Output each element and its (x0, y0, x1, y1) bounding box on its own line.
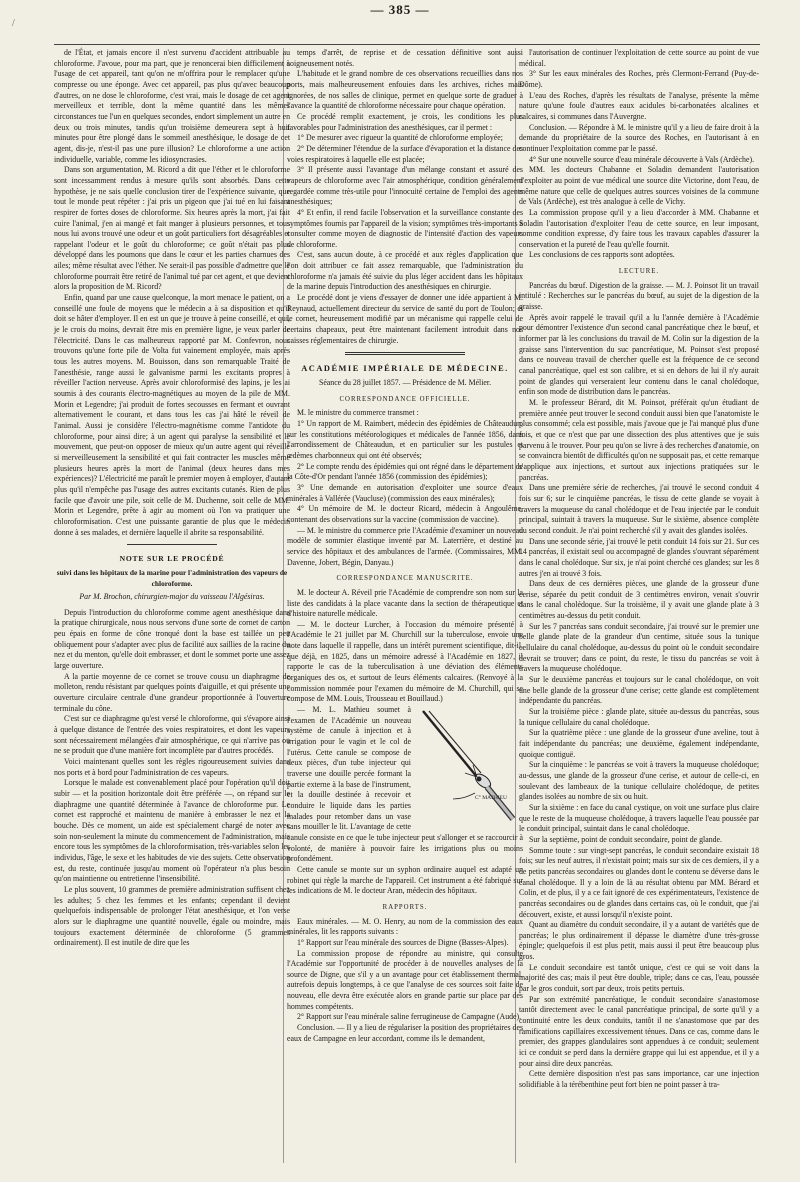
lecture-paragraphs (519, 281, 759, 1091)
paragraph: L'eau des Roches, d'après les résultats de l'analyse, présente la même nature qu'une foule d'autres eaux acidules bi-carbonatées alcalines et calcaires, si communes dans l'Auvergne. (519, 90, 759, 121)
note-heading: NOTE SUR LE PROCÉDÉ (119, 554, 225, 564)
paragraph: Les conclusions de ces rapports sont adoptées. (529, 250, 675, 260)
paragraph: La commission propose de répondre au ministre, qui consulte l'Académie sur l'opportunité de procéder à de nouvelles analyses de la source de Digne, que s'il y a un avantage pour cet établissement thermal, autrefois depuis longtemps, à ce que l'analyse de ces sources soit faite de nouveau, elle devra être exécutée alors en grande partie sur place par des hommes compétents. (287, 948, 523, 1011)
margin-mark: / (12, 18, 15, 29)
paragraph: A la partie moyenne de ce cornet se trouve cousu un diaphragme de molleton, rendu résistant par quelques points d'aiguille, et qui présente une ouverture circulaire centrale d'une grandeur proportionnée à l'ouverture terminale du cône. (54, 671, 290, 713)
manuscript-correspondence-heading: CORRESPONDANCE MANUSCRITE. (336, 575, 474, 583)
lecture-heading: LECTURE. (618, 268, 660, 276)
paragraph: Sur la quatrième pièce : une glande de la grosseur d'une aveline, tout à fait indépendante du pancréas; une deuxième, également indépendante, quoique contiguë. (519, 728, 759, 759)
paragraph: Depuis l'introduction du chloroforme comme agent anesthésique dans la pratique chirurgicale, nous nous servons d'une sorte de cornet de carton peu épais en forme de cône tronqué dont la base est taillée un peu obliquement pour s'adapter avec plus de facilité aux saillies de la racine du nez et du menton, qu'elle doit embrasser, et dont le sommet porte une assez large ouverture. (54, 607, 290, 671)
paragraph: Conclusion. — Il y a lieu de régulariser la position des propriétaires des eaux de Campagne en leur accordant, comme ils le demandent, (287, 1023, 523, 1043)
paragraph: 2° Le compte rendu des épidémies qui ont régné dans le département de la Côte-d'Or pendant l'année 1856 (commission des épidémies); (287, 461, 523, 482)
paragraph: — M. L. Mathieu soumet à l'examen de l'Académie un nouveau système de canule à injection et à irrigation pour le vagin et le col de l'utérus. Cette canule se compose de deux pièces, d'un tube injecteur qui traverse une douille percée formant la partie externe à la base de l'instrument, et la douille destinée à recevoir et conduire le liquide dans les parties malades pour retomber dans un vase sans mouiller le lit. L'avantage de cette canule consiste en ce que le tube injecteur peut s'allonger et se raccourcir à volonté, de manière à pouvoir faire les irrigations plus ou moins profondément. (287, 705, 523, 864)
paragraph: MM. les docteurs Chabanne et Soladin demandent l'autorisation d'exploiter au point de vue médical une source dite Victorine, dont l'eau, de même nature que celle de quelques autres sources voisines de la commune de Vals (Ardèche), est très analogue à celle de Vichy. (519, 165, 759, 207)
paragraph: Ce procédé remplit exactement, je crois, les conditions les plus favorables pour l'administration des anesthésiques, car il permet : (287, 111, 523, 132)
paragraph: 1° Rapport sur l'eau minérale des sources de Digne (Basses-Alpes). (297, 937, 509, 947)
paragraph: Sur les 7 pancréas sans conduit secondaire, j'ai trouvé sur le premier une belle glande plate de la grandeur d'un centime, située sous la tunique cellulaire du canal cholédoque, au-dessus du point où le conduit secondaire devrait se trouver; dans ce point, du reste, le tissu du pancréas se voit à travers la muqueuse cholédoque. (519, 621, 759, 674)
paragraph: Après avoir rappelé le travail qu'il a lu l'année dernière à l'Académie pour démontrer l'existence d'un second canal pancréatique chez le bœuf, et informer par là les conclusions du travail de M. Colin sur la digestion de la graisse sans l'intervention du suc pancréatique, M. Poinsot s'est proposé dans ce nouveau travail de chercher quelle est la fréquence de ce second canal pancréatique, quel est son calibre, et si en dehors de lui il n'y aurait point de glandes qui verseraient leur contenu dans le canal cholédoque, enfin son mode de distribution dans le pancréas. (519, 312, 759, 397)
paragraph: l'autorisation de continuer l'exploitation de cette source au point de vue médical. (519, 48, 759, 68)
paragraph: — M. le ministre du commerce prie l'Académie d'examiner un nouveau modèle de sommier élastique inventé par M. Laterrière, et destiné au service des hôpitaux et des ambulances de l'armée. (Commissaires, MM. Davenne, Jobert, Bégin, Danyau.) (287, 525, 523, 567)
paragraph: Sur le deuxième pancréas et toujours sur le canal cholédoque, on voit une belle glande de la grosseur d'une cerise; cette glande est complètement indépendante du pancréas. (519, 675, 759, 706)
official-paragraphs (287, 408, 523, 568)
column-1 (54, 48, 290, 949)
paragraph: L'habitude et le grand nombre de ces observations recueillies dans nos ports, mais malheureusement enfouies dans les archives, riches mais ignorées, de nos salles de clinique, permet en quelque sorte de graduer à l'avance la quantité de chloroforme nécessaire pour chaque opération. (287, 69, 523, 111)
note-paragraphs (54, 608, 290, 949)
paragraph: Sur la troisième pièce : glande plate, située au-dessus du pancréas, sous la tunique cellulaire du canal cholédoque. (519, 707, 759, 727)
paragraph: 4° Et enfin, il rend facile l'observation et la surveillance constante des symptômes fournis par l'appareil de la vision; symptômes très-importants à consulter comme moyen de diagnostic de l'intensité d'action des vapeurs de chloroforme. (287, 207, 523, 249)
paragraph: Le procédé dont je viens d'essayer de donner une idée appartient à M. Reynaud, actuellement directeur du service de santé du port de Toulon; et le cornet, heureusement modifié par un mécanisme qui rappelle celui de certains chapeaux, peut être maintenant facilement introduit dans nos caisses réglementaires de chirurgie. (287, 293, 523, 345)
paragraph: Enfin, quand par une cause quelconque, la mort menace le patient, on a conseillé une foule de moyens que le médecin a à sa disposition et qu'il doit se hâter d'employer. Il en est un que je trouve à peine conseillé, et qui, je le crois du moins, devrait être mis en première ligne, je veux parler de l'électricité. Dans le cas malheureux rapporté par M. Confevron, nous trouvons qu'une forte pile de Volta fut vainement employée, mais après tous les autres moyens. M. Bouisson, dans son remarquable Traité de l'anesthésie, range aussi le galvanisme parmi les excitants propres à réveiller l'action nerveuse. Après avoir chloroformisé des lapins, je les ai soumis à des courants électro-magnétiques au moyen de la pile de MM. Morin et Legendre; j'ai produit de fortes secousses en fermant et ouvrant alternativement le courant, et dans tous les cas j'ai hâté le réveil de l'animal. Aussi je considère l'électro-magnétisme comme l'antidote du chloroforme, pour ainsi dire; à un agent qui paralyse la sensibilité et le mouvement, que peut-on opposer de mieux qu'un autre agent qui réveille si merveilleusement la sensibilité et qui fait contracter les muscles même plusieurs heures après la mort de l'animal (deux heures dans mes expériences)? L'électricité me paraît le premier moyen à employer, d'autant plus qu'il n'empêche pas l'usage des autres excitants cutanés. Rien de plus facile que d'avoir une pile, soit celle de M. Duchenne, soit celle de MM. Morin et Legendre, prête à agir au moment où l'on va pratiquer une chloroformisation. C'est une puissante garantie de plus que le médecin donne à ses malades, et dernière laquelle il abrite sa responsabilité. (54, 293, 290, 537)
figure-label: C° MATHIEU (475, 795, 507, 802)
paragraph: Le plus souvent, 10 grammes de première administration suffisent chez les adultes; 5 chez les femmes et les enfants; cependant il devient quelquefois indispensable de prolonger l'état anesthésique, et l'on verse alors sur le diaphragme une quantité nouvelle, égale ou moindre, mais toujours exactement déterminée de chloroforme (5 grammes ordinairement). Il est inutile de dire que les (54, 884, 290, 948)
paragraph: 2° De déterminer l'étendue de la surface d'évaporation et la distance des voies respiratoires à laquelle elle est placée; (287, 143, 523, 164)
paragraph: Sur la cinquième : le pancréas se voit à travers la muqueuse cholédoque; au-dessus, une glande de la grosseur d'une cerise, et autour de celle-ci, en soulevant des lambeaux de la tunique cellulaire cholédoque, de petites glandes isolées au nombre de six ou huit. (519, 760, 759, 802)
paragraph: 1° Un rapport de M. Raimbert, médecin des épidémies de Châteaudun, sur les constitutions météorologiques et médicales de l'année 1856, dans l'arrondissement de Châteaudun, et en particulier sur les pustules et œdèmes charbonneux qui ont été observés; (287, 419, 523, 460)
paragraph: 4° Un mémoire de M. le docteur Ricard, médecin à Angoulême, contenant des observations sur la vaccine (commission de vaccine). (287, 504, 523, 524)
paragraph: Eaux minérales. — M. O. Henry, au nom de la commission des eaux minérales, lit les rapports suivants : (287, 916, 523, 937)
column-2 (287, 48, 523, 1044)
paragraph: 1° De mesurer avec rigueur la quantité de chloroforme employée; (297, 133, 503, 143)
paragraph: Voici maintenant quelles sont les règles rigoureusement suivies dans nos ports et à bord pour l'administration de ces vapeurs. (54, 757, 290, 777)
paragraph: La commission propose qu'il y a lieu d'accorder à MM. Chabanne et Soladin l'autorisation d'exploiter l'eau de cette source, en leur imposant, comme condition expresse, d'y faire tous les travaux capables d'assurer la conservation et la pureté de l'eau qu'elle fournit. (519, 207, 759, 249)
column-3 (519, 48, 759, 1091)
paragraph: 3° Une demande en autorisation d'exploiter une source d'eaux minérales à Vallérée (Vaucluse) (commission des eaux minérales); (287, 482, 523, 503)
paragraph: C'est, sans aucun doute, à ce procédé et aux règles d'application que l'on doit attribuer ce fait assez remarquable, que l'administration du chloroforme n'a jamais été suivie du plus léger accident dans les hôpitaux de la marine depuis l'introduction des anesthésiques en chirurgie. (287, 250, 523, 292)
official-correspondence-heading: CORRESPONDANCE OFFICIELLE. (339, 395, 471, 403)
note-subheading: suivi dans les hôpitaux de la marine pour l'administration des vapeurs de chloroforme. (56, 567, 288, 588)
paragraph: 4° Sur une nouvelle source d'eau minérale découverte à Vals (Ardèche). (529, 154, 755, 164)
academy-title: ACADÉMIE IMPÉRIALE DE MÉDECINE. (301, 364, 509, 374)
paragraph: Cette dernière disposition n'est pas sans importance, car une injection solidifiable à la térébenthine peut fort bien ne point passer à tra- (519, 1069, 759, 1089)
paragraph: 3° Il présente aussi l'avantage d'un mélange constant et assuré des vapeurs de chloroforme avec l'air atmosphérique, condition généralement regardée comme très-utile pour l'innocuité certaine de l'emploi des agents anesthésiques; (287, 165, 523, 207)
paragraph: Par son extrémité pancréatique, le conduit secondaire s'anastomose tantôt directement avec le canal pancréatique principal, de sorte qu'il y a continuité entre les deux conduits, tantôt il ne s'anastomose que par des ramifications capillaires excessivement ténues. Dans ce cas, comme dans le premier, des grappes glandulaires sont appendues à ce conduit; seulement ici ce conduit se perd dans la dernière grappe qui lui est appendue, et il y a pour ainsi dire deux pancréas. (519, 994, 759, 1068)
col2-top-paragraphs (287, 48, 523, 346)
paragraph: Dans deux de ces dernières pièces, une glande de la grosseur d'une cerise, séparée du petit conduit de 3 centimètres environ, venait s'ouvrir dans le canal cholédoque. Sur la troisième, il y avait une glande plate à 3 centimètres au-dessus du petit conduit. (519, 579, 759, 621)
reports-paragraphs (287, 917, 523, 1045)
paragraph: Quant au diamètre du conduit secondaire, il y a autant de variétés que de pancréas; le plus ordinairement il dépasse le diamètre d'une très-grosse épingle; quelquefois il est plus petit, mais aussi il peut être beaucoup plus gros. (519, 920, 759, 962)
header-rule (54, 44, 760, 45)
separator (127, 544, 217, 545)
paragraph: — M. le docteur Lurcher, à l'occasion du mémoire présenté à l'Académie le 21 juillet par M. Churchill sur la tuberculose, envoie une note dans laquelle il rappelle, dans un intérêt purement scientifique, dit-il, que déjà, en 1825, dans un mémoire adressé à l'Académie en 1827, il rapporte le cas de la tuberculisation à une déviation des éléments organiques des os, et surtout de leurs éléments calcaires. (Renvoyé à la commission nommée pour l'examen du mémoire de M. Churchill, qui se compose de MM. Louis, Trousseau et Bouillaud.) (287, 619, 523, 704)
paragraph: temps d'arrêt, de reprise et de cessation définitive sont aussi soigneusement notés. (287, 48, 523, 68)
paragraph: de l'État, et jamais encore il n'est survenu d'accident attribuable au chloroforme. J'avoue, pour ma part, que je renoncerai bien difficilement à l'usage de cet appareil, tant qu'on ne m'offrira pour le remplacer qu'une compresse ou une éponge. Avec cet appareil, pas plus qu'avec beaucoup d'autres, on ne dose le chloroforme, c'est vrai, mais le dosage de cet agent merveilleux et terrible, dont la même quantité dans les mêmes circonstances tue l'un en quelques secondes, endort simplement un autre en deux ou trois minutes, tandis qu'un troisième demeurera sept à huit minutes pour être plongé dans le sommeil anesthésique, le dosage de cet agent, dis-je, n'est-il pas une pure illusion? Le chloroforme a une action individuelle, variable, comme les idiosyncrasies. (54, 48, 290, 164)
col1-paragraphs (54, 48, 290, 538)
note-byline: Par M. Brochon, chirurgien-major du vaisseau l'Algésiras. (79, 592, 265, 602)
paragraph: 2° Rapport sur l'eau minérale saline ferrugineuse de Campagne (Aude). (297, 1012, 522, 1022)
paragraph: Sur la septième, point de conduit secondaire, point de glande. (529, 834, 722, 844)
paragraph: Cette canule se monte sur un syphon ordinaire auquel est adapté un robinet qui règle la marche de l'appareil. Cet instrument a été fabriqué sur les indications de M. le docteur Aran, médecin des hôpitaux. (287, 864, 523, 896)
paragraph: Conclusion. — Répondre à M. le ministre qu'il y a lieu de faire droit à la demande du propriétaire de la source des Roches, en l'autorisant à en continuer l'exploitation comme par le passé. (519, 122, 759, 153)
paragraph: Le conduit secondaire est tantôt unique, c'est ce qui se voit dans la majorité des cas; mais il peut être double, triple; dans ce cas, l'eau, poussée par le gros conduit, sort par deux, trois petits pertuis. (519, 962, 759, 994)
paragraph: Sur la sixième : en face du canal cystique, on voit une surface plus claire que le reste de la muqueuse cholédoque, à travers laquelle l'eau poussée par le conduit principal, suintait dans le canal cholédoque. (519, 802, 759, 834)
academy-session: Séance du 28 juillet 1857. — Présidence de M. Mélier. (318, 378, 492, 388)
paragraph: Dans une première série de recherches, j'ai trouvé le second conduit 4 fois sur 6; sur le cinquième pancréas, le tissu de cette glande se voyait à travers la muqueuse du canal cholédoque et de l'eau injectée par le conduit principal, suintait à travers la muqueuse. Sur le sixième, absence complète du second conduit. Je n'ai point recherché s'il y avait des glandes isolées. (519, 483, 759, 535)
paragraph: C'est sur ce diaphragme qu'est versé le chloroforme, qui s'évapore ainsi à quelque distance de l'entrée des voies respiratoires, et dont les vapeurs sont nécessairement mélangées d'air atmosphérique, ce qui n'arrive pas ou ne se produit que d'une manière fort incomplète par d'autres procédés. (54, 714, 290, 756)
paragraph: 3° Sur les eaux minérales des Roches, près Clermont-Ferrand (Puy-de-Dôme). (519, 69, 759, 89)
paragraph: Somme toute : sur vingt-sept pancréas, le conduit secondaire existait 18 fois; sur les neuf autres, il n'existait point; mais sur six de ces derniers, il y a de petits pancréas secondaires ou glandes dont le contenu se déverse dans le canal cholédoque. Il y a loin de là au résultat obtenu par MM. Bérard et Colin, et de plus, il y a ce fait ignoré de ces expérimentateurs, l'existence de pancréas secondaires ou de glandes dans certains cas, où le conduit, que j'ai découvert, existe, et aussi lorsqu'il n'existe point. (519, 845, 759, 919)
paragraph: M. le professeur Bérard, dit M. Poinsot, préférait qu'un étudiant de première année peut trouver le second conduit aussi bien que l'anatomiste le plus consommé; cela est possible, mais j'avoue que je l'ai manqué plus d'une fois, et que ce n'est que par une dissection des plus attentives que je suis parvenu à le trouver. Pour peu qu'on se livre à des recherches d'anatomie, on se convaincra bientôt de difficultés qu'on ne supposait pas, et cette remarque s'applique aux injections, et surtout aux injections pratiquées sur le pancréas. (519, 398, 759, 482)
paragraph: Dans une seconde série, j'ai trouvé le petit conduit 14 fois sur 21. Sur ces 14 pancréas, il existait seul ou accompagné de glandes s'ouvrant séparément dans le canal cholédoque. Sur six, je n'ai point cherché ces glandes; sur les 8 autres j'en ai trouvé 3 fois. (519, 536, 759, 578)
col3-top-paragraphs (519, 48, 759, 261)
page-number: — 385 — (370, 2, 430, 17)
paragraph: Dans son argumentation, M. Ricord a dit que l'éther et le chloroforme sont incessamment rendus à mesure qu'ils sont absorbés. Dans cette hypothèse, je ne sais quelle conclusion tirer de l'expérience suivante, que tout le monde peut répéter : j'ai pris un pigeon que j'ai tué en lui faisant respirer de fortes doses de chloroforme. Six heures après la mort, j'ai fait cuire l'animal, j'en ai mangé et fait manger à plusieurs personnes, et tous nous lui avons trouvé une odeur et un goût particuliers fort désagréables et rappelant l'odeur et le goût du chloroforme; ce goût n'était pas plus développé dans les poumons que dans le cœur et les parties charnues des ailes; même résultat avec l'éther. Ne serait-il pas possible d'admettre que le chloroforme pourrait être retiré de l'animal tué par cet agent, et que devient alors la proposition de M. Ricord? (54, 165, 290, 292)
paragraph: M. le ministre du commerce transmet : (297, 408, 419, 418)
paragraph: M. le docteur A. Réveil prie l'Académie de comprendre son nom sur la liste des candidats à la place vacante dans la section de thérapeutique et d'histoire naturelle médicale. (287, 587, 523, 619)
cannula-illustration (417, 707, 523, 825)
reports-heading: RAPPORTS. (382, 903, 428, 911)
section-double-rule (345, 352, 465, 355)
paragraph: Pancréas du bœuf. Digestion de la graisse. — M. J. Poinsot lit un travail intitulé : Recherches sur le pancréas du bœuf, au sujet de la digestion de la graisse. (519, 280, 759, 312)
manuscript-paragraphs (287, 588, 523, 897)
paragraph: Lorsque le malade est convenablement placé pour l'opération qu'il doit subir — et la position horizontale doit être préférée —, on répand sur le diaphragme une quantité déterminée à l'avance de chloroforme pur. Le cornet est rapproché et maintenu de manière à embrasser le nez et la bouche. Dès ce moment, un aide est spécialement chargé de noter avec soin non-seulement la minute du commencement de l'administration, mais encore tous les symptômes de la chloroformisation, très-variables selon les individus, l'âge, le sexe et les habitudes de vie des sujets. Cette observation est, du reste, continuée jusqu'au moment où l'opérateur n'a plus besoin qu'on maintienne ou entretienne l'insensibilité. (54, 778, 290, 884)
